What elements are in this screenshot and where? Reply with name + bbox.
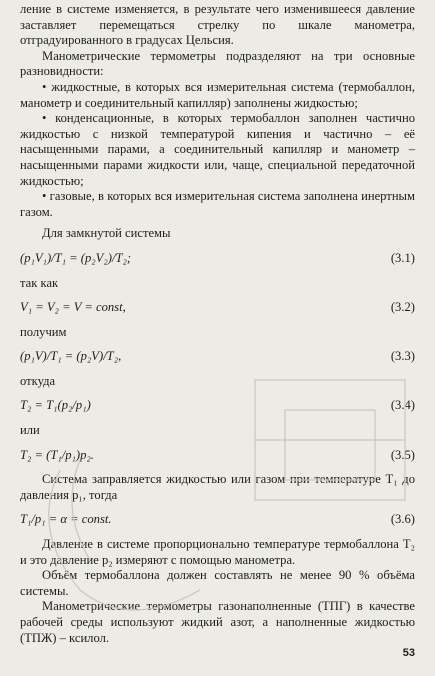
- bullet-liquid: • жидкостные, в которых вся измерительная система (термобаллон, манометр и соединительный капилляр) заполнены жидкостью;: [20, 79, 415, 110]
- volume-paragraph: Объём термобаллона должен составлять не менее 90 % объёма системы.: [20, 568, 415, 598]
- equation-number: (3.5): [390, 447, 415, 462]
- equation-text: (p₁V)/T₁ = (p₂V)/T₂,: [20, 349, 122, 364]
- equation-text: T₂ = (T₁/p₁)p₂.: [20, 447, 94, 462]
- intro-paragraph: ление в системе изменяется, в результате чего изменившееся давление заставляет перемещаться стрелку по шкале манометра, отградуированного в градусах Цельсия.: [20, 2, 415, 48]
- equation-text: T₂ = T₁(p₂/p₁): [20, 398, 91, 413]
- closed-system-label: Для замкнутой системы: [42, 226, 171, 241]
- equation-3-2: [20, 300, 415, 316]
- equation-number: (3.1): [390, 250, 415, 265]
- equation-3-4: [20, 398, 415, 414]
- equation-3-3: [20, 349, 415, 365]
- poluchim-label: получим: [20, 324, 67, 339]
- equation-number: (3.6): [390, 512, 415, 527]
- equation-number: (3.3): [390, 349, 415, 364]
- tak-kak-label: так как: [20, 275, 59, 290]
- equation-number: (3.2): [390, 300, 415, 315]
- equation-text: (p₁V₁)/T₁ = (p₂V₂)/T₂;: [20, 250, 132, 265]
- equation-3-5: [20, 448, 415, 464]
- filled-paragraph: Система заправляется жидкостью или газом при температуре T₁ до давления p₁, тогда: [20, 472, 415, 502]
- equation-3-1: [20, 251, 415, 267]
- tpg-paragraph: Манометрические термометры газонаполненные (ТПГ) в качестве рабочей среды используют жидкий азот, а наполненные жидкостью (ТПЖ) – ксилол.: [20, 599, 415, 645]
- equation-text: T₁/p₁ = α = const.: [20, 512, 112, 527]
- equation-text: V₁ = V₂ = V = const,: [20, 300, 126, 315]
- otkuda-label: откуда: [20, 373, 56, 388]
- types-intro: Манометрические термометры подразделяют на три основные разновидности:: [20, 48, 415, 79]
- equation-number: (3.4): [390, 398, 415, 413]
- equation-3-6: [20, 512, 415, 528]
- page-number: 53: [402, 647, 415, 660]
- bullet-gas: • газовые, в которых вся измерительная система заполнена инертным газом.: [20, 189, 415, 219]
- pressure-paragraph: Давление в системе пропорционально температуре термобаллона T₂ и это давление p₂ измеряют с помощью манометра.: [20, 537, 415, 567]
- ili-label: или: [20, 423, 40, 438]
- bullet-condensation: • конденсационные, в которых термобаллон заполнен частично жидкостью с низкой температурой кипения и частично – её насыщенными парами, а соединительный капилляр и манометр – насыщенными парами жидкости или, чаще, специальной передаточной жидкостью;: [20, 111, 415, 188]
